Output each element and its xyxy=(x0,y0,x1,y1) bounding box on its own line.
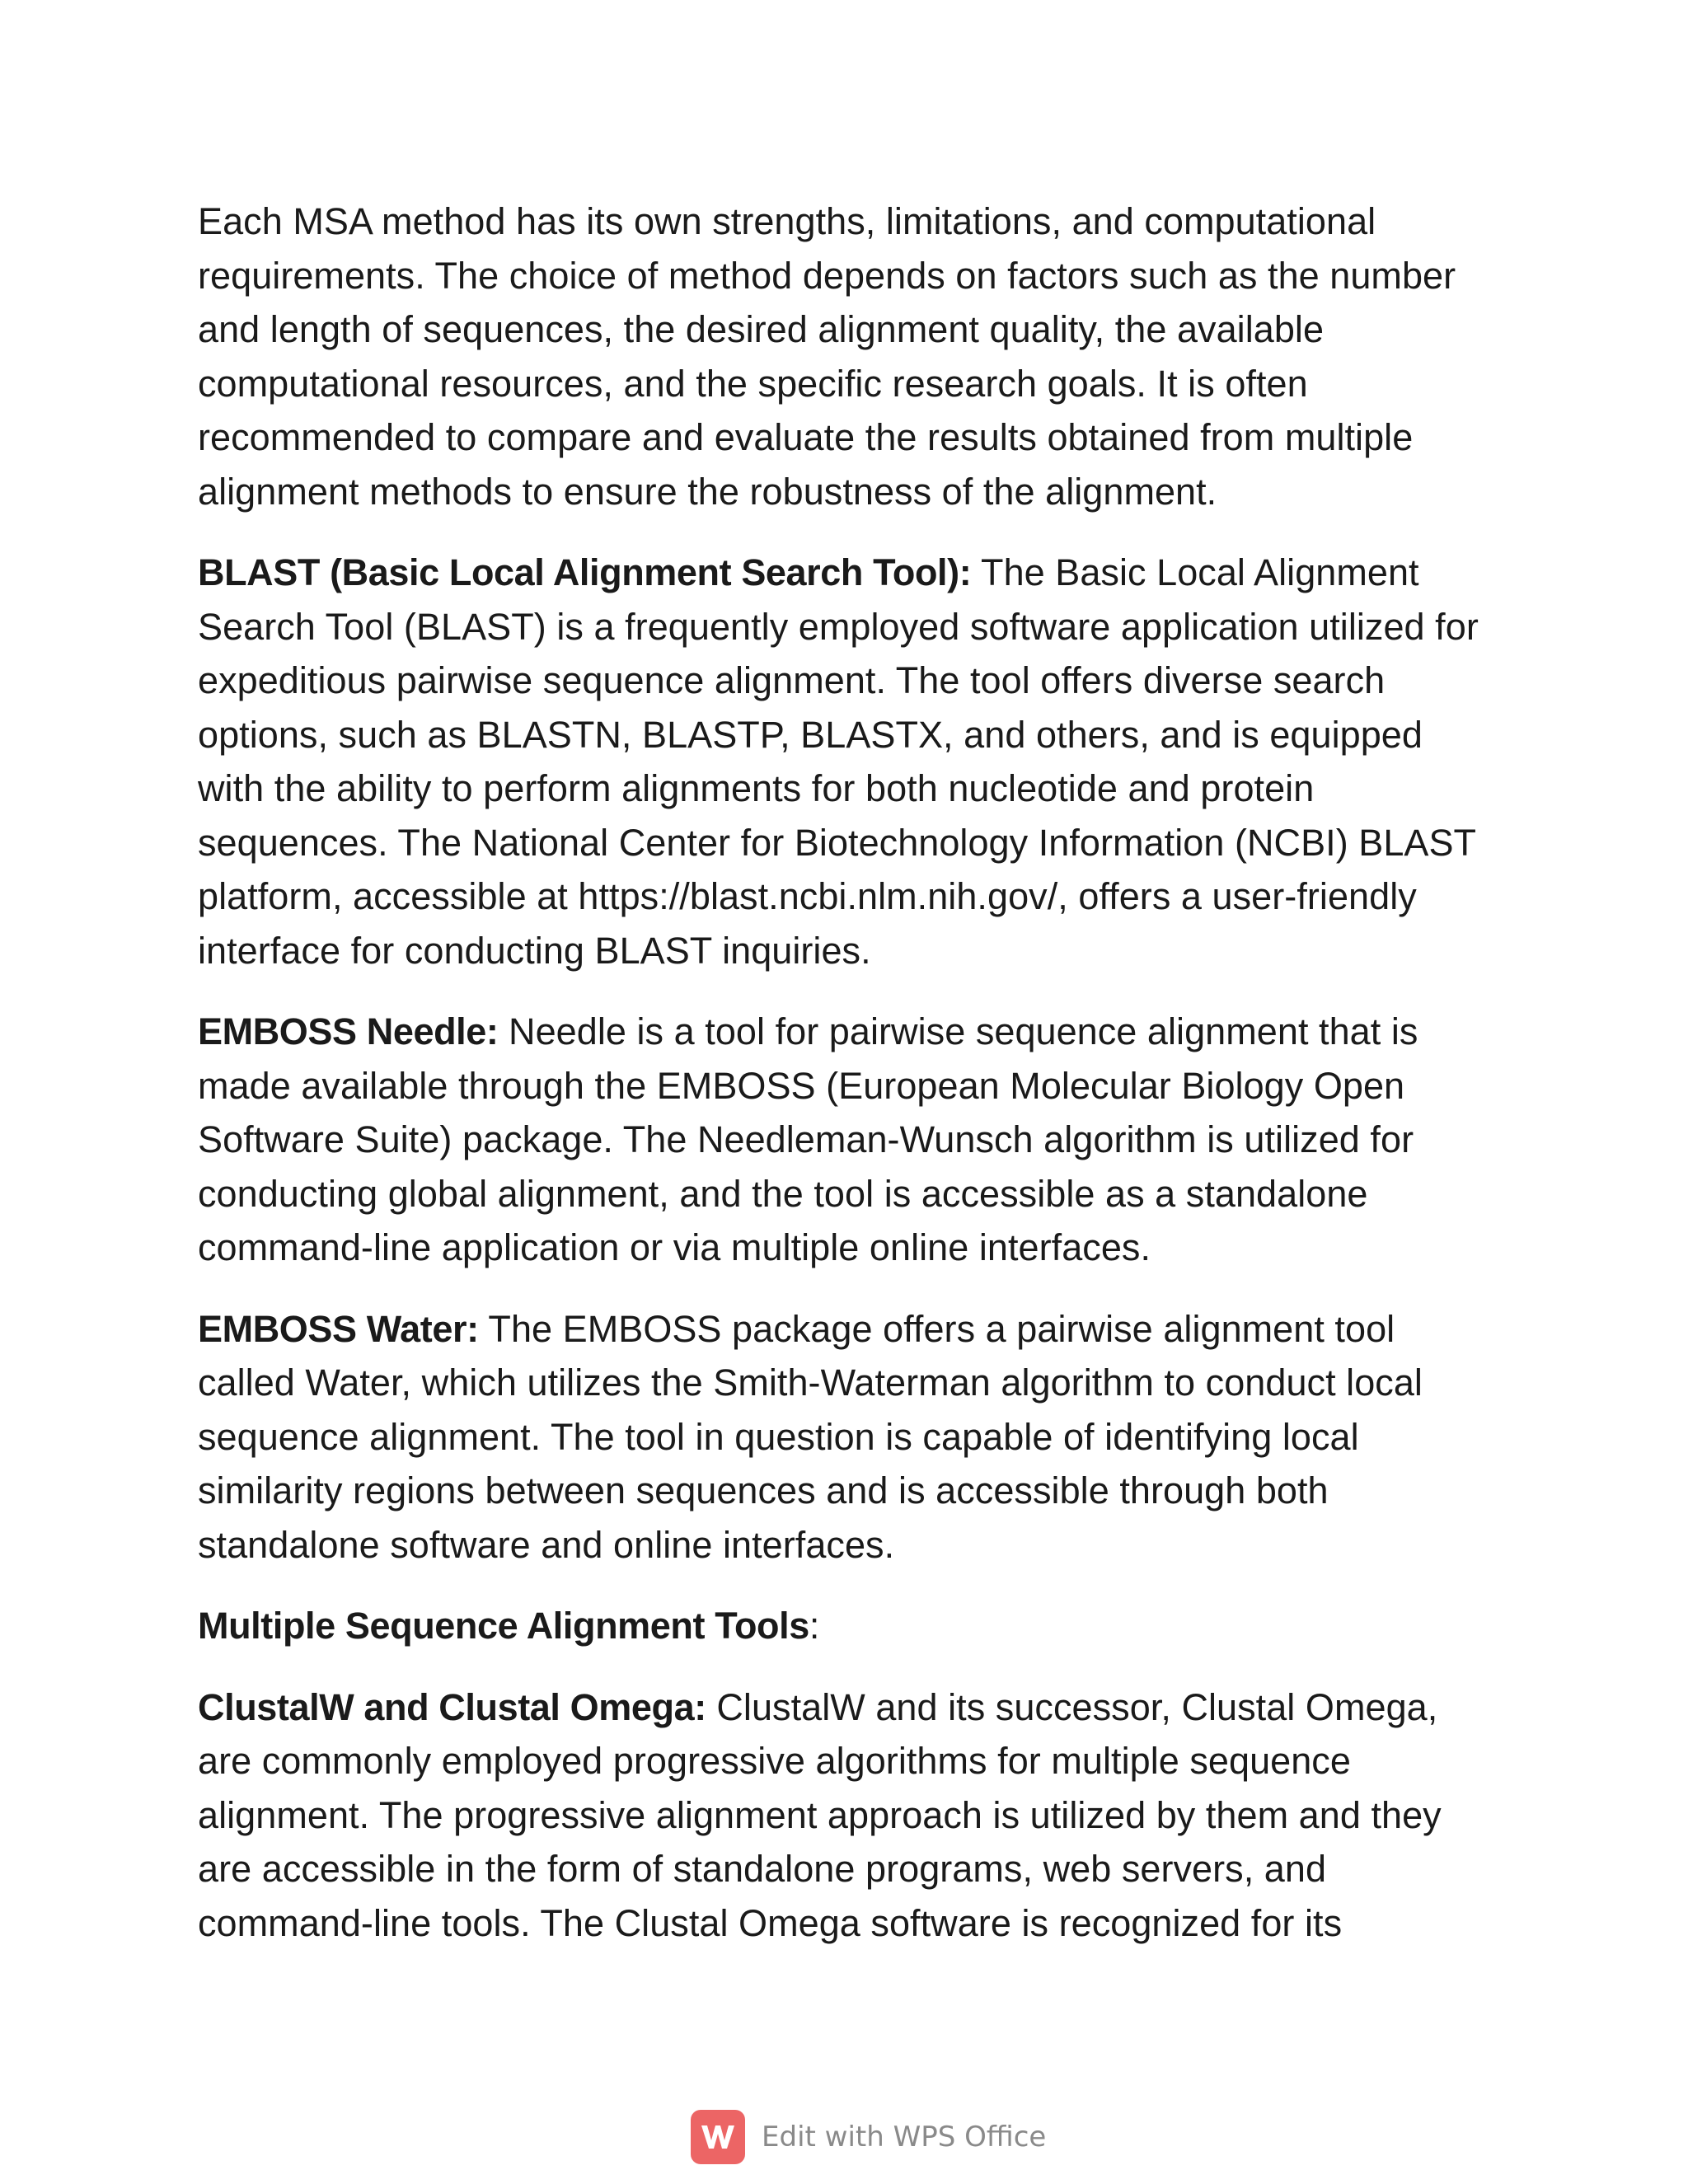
paragraph-msa-methods xyxy=(198,194,1496,518)
wps-edit-label[interactable]: Edit with WPS Office xyxy=(762,2121,1047,2154)
wps-edit-badge[interactable] xyxy=(691,2110,1046,2164)
emboss-water-text: The EMBOSS package offers a pairwise alignment tool called Water, which utilizes the Smith-Waterman algorithm to conduct local sequence alignment. The tool in question is capable of identifying local similarity regions between sequences and is accessible through both standalone software and online interfaces. xyxy=(198,1307,1423,1566)
section-heading-text: Multiple Sequence Alignment Tools xyxy=(198,1605,809,1647)
emboss-needle-term: EMBOSS Needle: xyxy=(198,1010,499,1052)
wps-logo-icon xyxy=(691,2110,745,2164)
paragraph-clustal xyxy=(198,1680,1496,1951)
section-heading xyxy=(198,1599,1496,1653)
clustal-term: ClustalW and Clustal Omega: xyxy=(198,1685,706,1728)
emboss-water-term: EMBOSS Water: xyxy=(198,1307,479,1350)
paragraph-text: Each MSA method has its own strengths, limitations, and computational requirements. The choice of method depends on factors such as the number and length of sequences, the desired alignment quality, the available computational resources, and the specific research goals. It is often recommended to compare and evaluate the results obtained from multiple alignment methods to ensure the robustness of the alignment. xyxy=(198,200,1456,513)
blast-term: BLAST (Basic Local Alignment Search Tool): xyxy=(198,551,972,593)
clustal-text: ClustalW and its successor, Clustal Omega, are commonly employed progressive algorithms for multiple sequence alignment. The progressive alignment approach is utilized by them and they are accessible in the form of standalone programs, web servers, and command-line tools. The Clustal Omega software is recognized for its xyxy=(198,1685,1442,1944)
document-body xyxy=(198,194,1496,1977)
paragraph-blast xyxy=(198,546,1496,977)
paragraph-emboss-needle xyxy=(198,1005,1496,1275)
paragraph-emboss-water xyxy=(198,1302,1496,1572)
section-heading-suffix: : xyxy=(809,1605,820,1647)
emboss-needle-text: Needle is a tool for pairwise sequence alignment that is made available through the EMBOSS (European Molecular Biology Open Software Suite) package. The Needleman-Wunsch algorithm is utilized for conducting global alignment, and the tool is accessible as a standalone command-line application or via multiple online interfaces. xyxy=(198,1010,1418,1268)
blast-text: The Basic Local Alignment Search Tool (BLAST) is a frequently employed software application utilized for expeditious pairwise sequence alignment. The tool offers diverse search options, such as BLASTN, BLASTP, BLASTX, and others, and is equipped with the ability to perform alignments for both nucleotide and protein sequences. The National Center for Biotechnology Information (NCBI) BLAST platform, accessible at https://blast.ncbi.nlm.nih.gov/, offers a user-friendly interface for conducting BLAST inquiries. xyxy=(198,551,1479,972)
